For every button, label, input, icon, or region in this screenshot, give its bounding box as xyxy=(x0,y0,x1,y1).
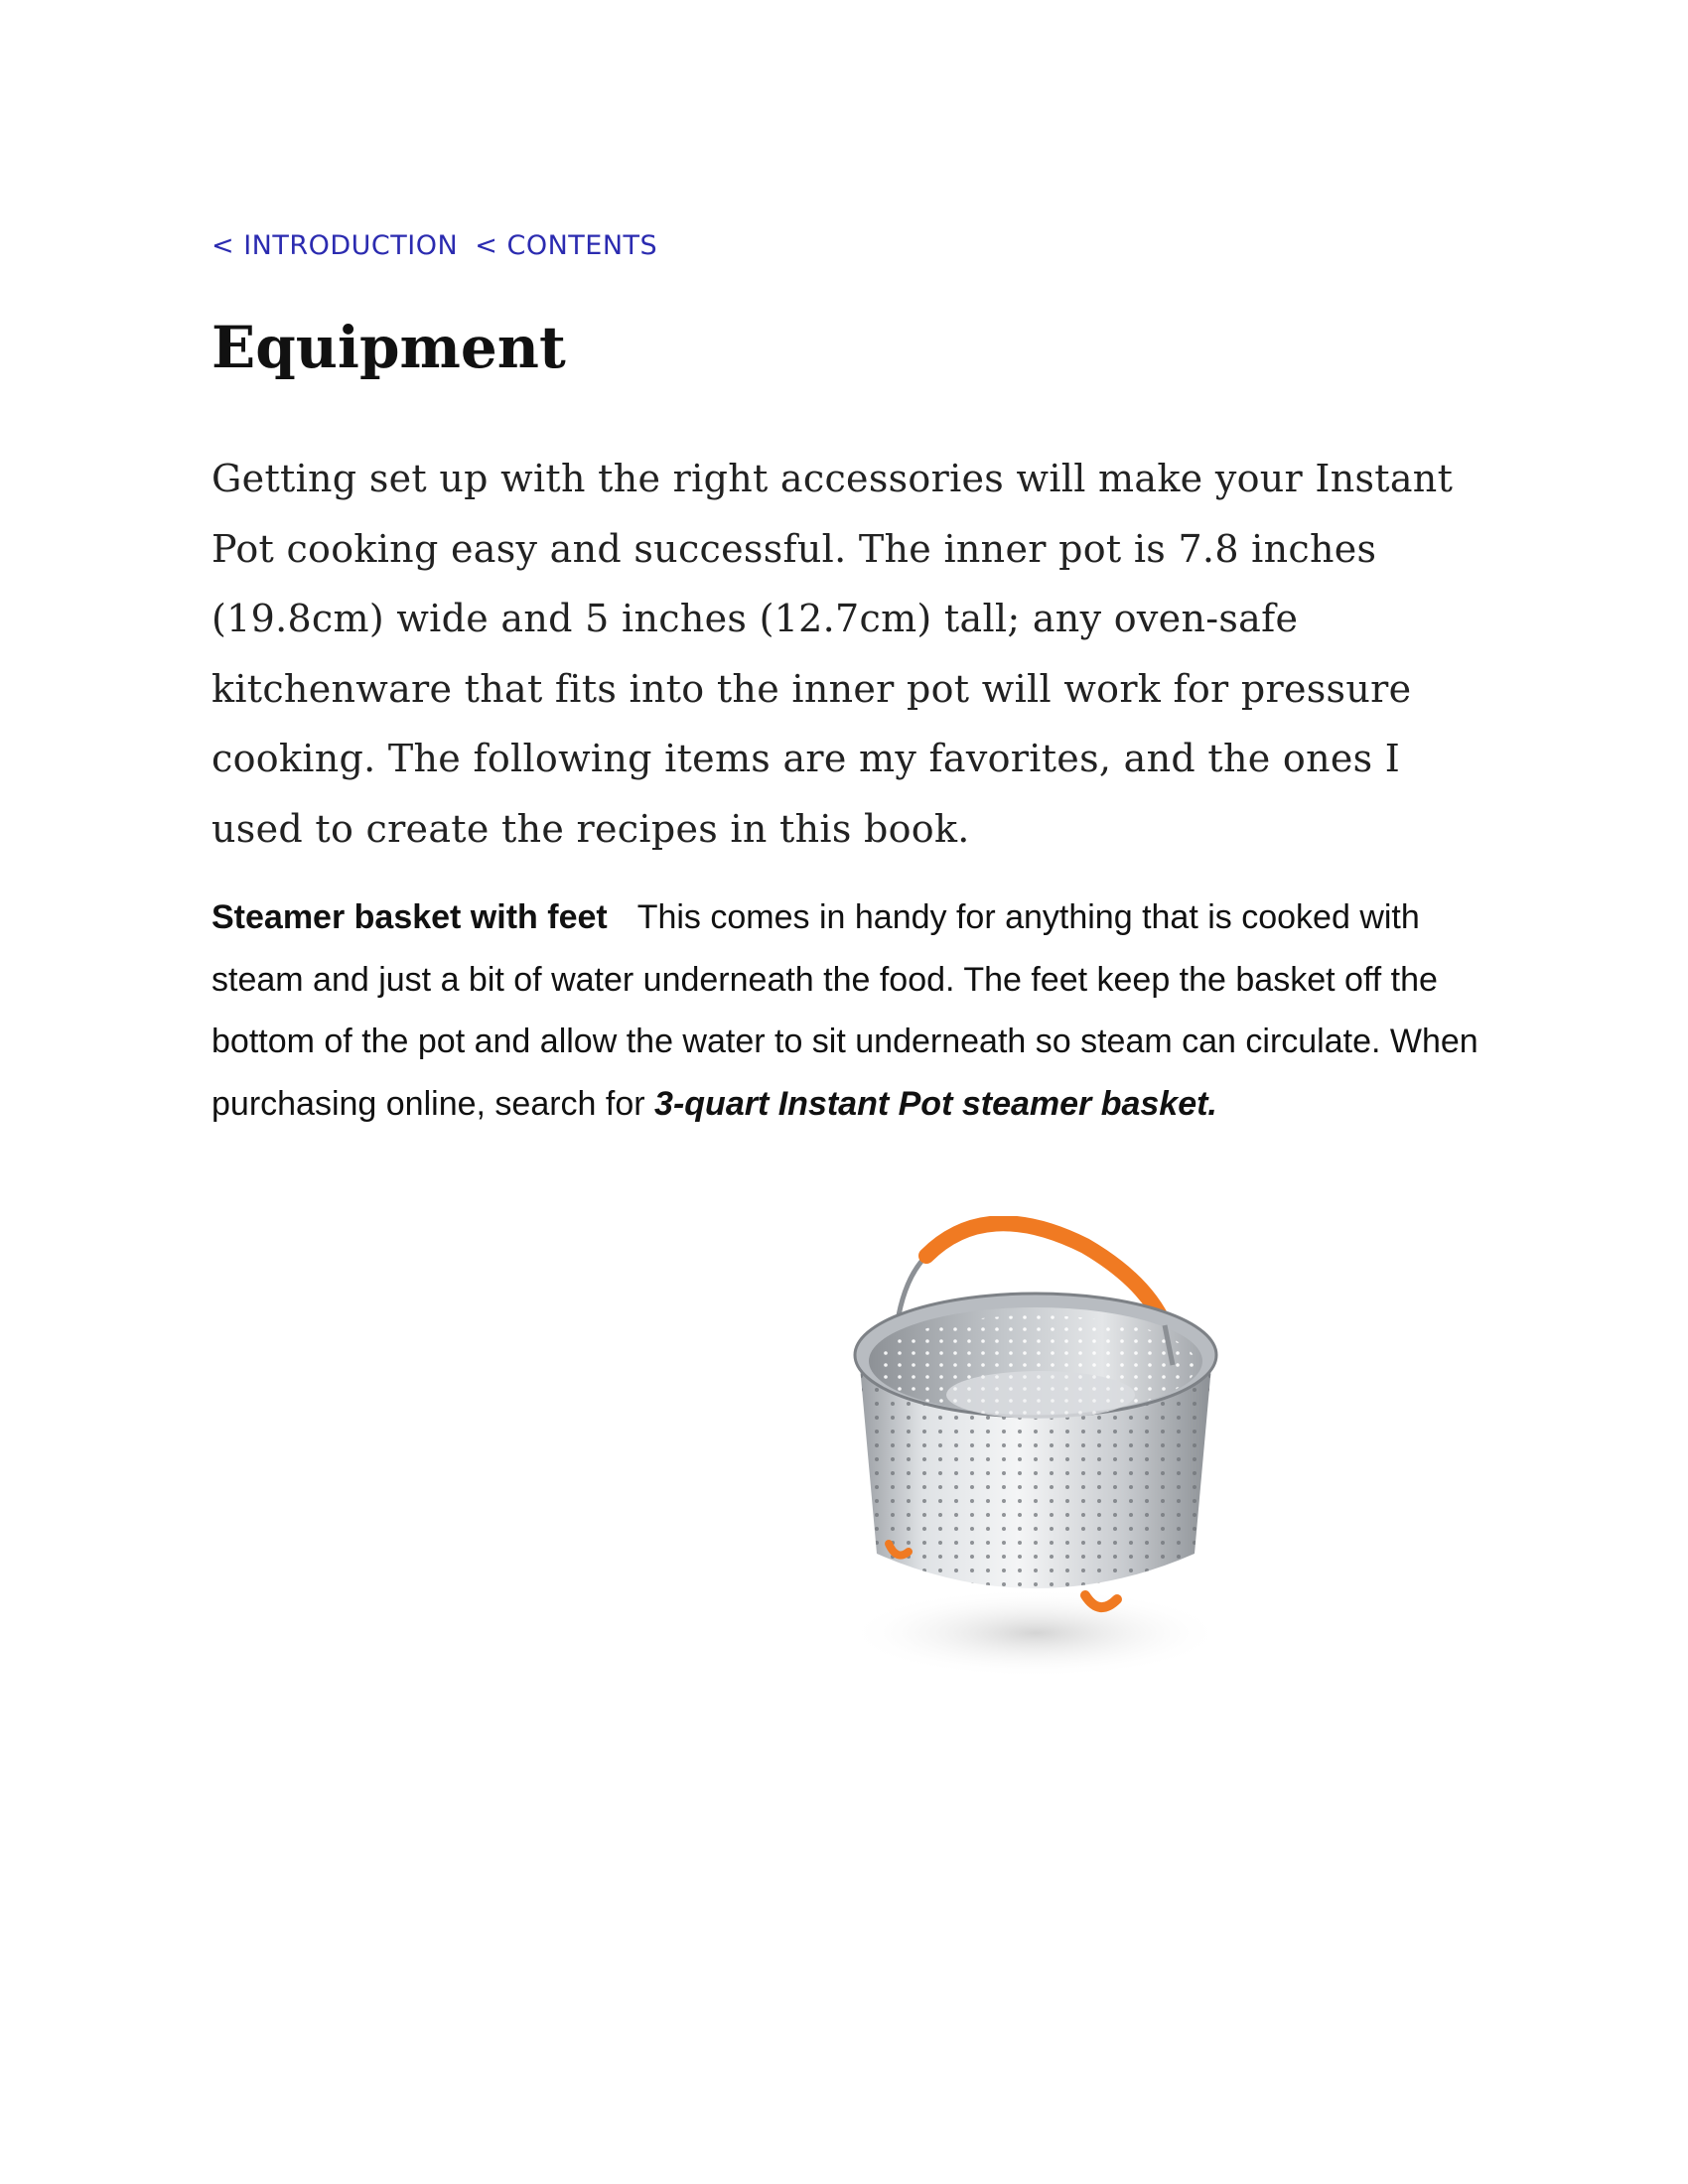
contents-link[interactable]: < CONTENTS xyxy=(475,230,658,261)
breadcrumb xyxy=(211,230,657,261)
equipment-item-body: This comes in handy for anything that is cooked with steam and just a bit of water underneath the food. The feet keep the basket off the bottom of the pot and allow the water to sit underneath so steam can circulate. When purchasing online, search for xyxy=(211,898,1478,1123)
introduction-link[interactable]: < INTRODUCTION xyxy=(211,230,459,261)
equipment-item-search-term: 3-quart Instant Pot steamer basket. xyxy=(654,1084,1217,1123)
page-title: Equipment xyxy=(211,314,566,381)
steamer-basket-image xyxy=(837,1216,1254,1712)
steamer-basket-icon xyxy=(837,1216,1254,1712)
basket-shadow xyxy=(847,1588,1224,1678)
equipment-item-title: Steamer basket with feet xyxy=(211,898,608,936)
equipment-item xyxy=(211,887,1492,1135)
intro-paragraph: Getting set up with the right accessories will make your Instant Pot cooking easy and successful. The inner pot is 7.8 inches (19.8cm) wide and 5 inches (12.7cm) tall; any oven-safe kitchenware that fits into the inner pot will work for pressure cooking. The following items are my favorites, and the ones I used to create the recipes in this book. xyxy=(211,457,1454,851)
